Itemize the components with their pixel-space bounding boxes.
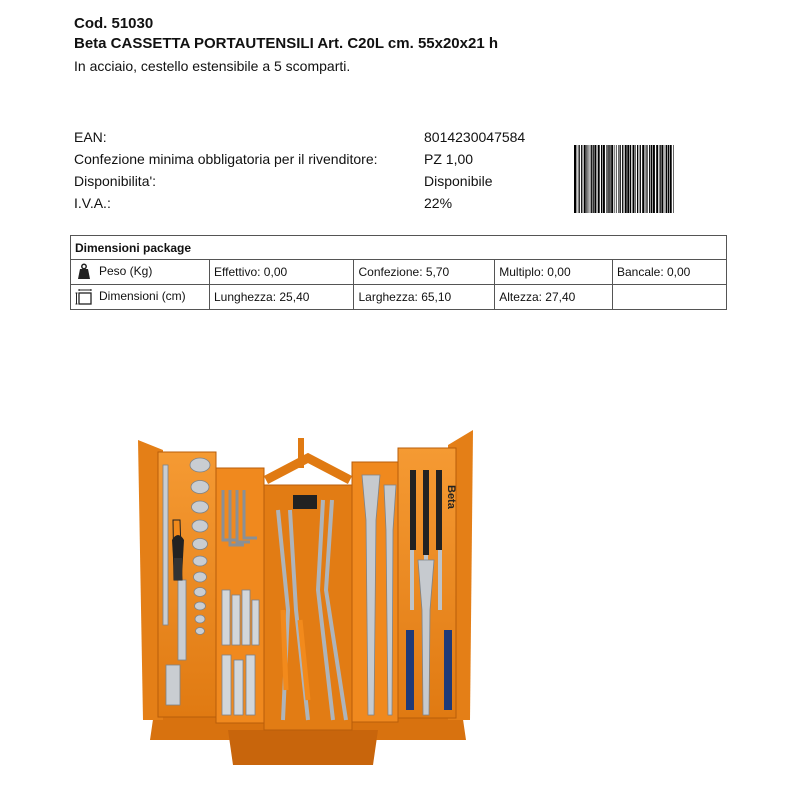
table-cell: Altezza: 27,40 (495, 285, 613, 310)
table-cell: Effettivo: 0,00 (210, 260, 354, 285)
info-label: I.V.A.: (74, 195, 111, 211)
brand-logo: Beta (445, 485, 457, 509)
product-code: Cod. 51030 (74, 15, 154, 32)
product-description: In acciaio, cestello estensibile a 5 scomparti. (74, 58, 351, 74)
product-title: Beta CASSETTA PORTAUTENSILI Art. C20L cm. 55x20x21 h (74, 35, 499, 52)
package-dimensions-table (70, 235, 727, 310)
info-value: PZ 1,00 (424, 151, 474, 167)
table-header-row (71, 236, 727, 260)
weight-icon (75, 263, 93, 281)
product-photo (118, 430, 498, 770)
table-row-dimensions (71, 285, 727, 310)
dimensions-icon (75, 288, 93, 306)
table-cell: Bancale: 0,00 (612, 260, 726, 285)
table-cell: Larghezza: 65,10 (354, 285, 495, 310)
info-label: EAN: (74, 129, 107, 145)
info-label: Confezione minima obbligatoria per il rivenditore: (74, 151, 378, 167)
product-header (74, 14, 498, 76)
table-cell: Multiplo: 0,00 (495, 260, 613, 285)
table-heading: Dimensioni package (71, 236, 727, 260)
dimensions-label: Dimensioni (cm) (99, 289, 186, 304)
barcode-icon (574, 145, 674, 213)
info-value: Disponibile (424, 173, 493, 189)
table-cell (612, 285, 726, 310)
weight-label: Peso (Kg) (99, 264, 153, 279)
info-label: Disponibilita': (74, 173, 157, 189)
table-cell: Lunghezza: 25,40 (210, 285, 354, 310)
table-cell-label (71, 285, 210, 310)
table-cell-label (71, 260, 210, 285)
table-cell: Confezione: 5,70 (354, 260, 495, 285)
info-value: 8014230047584 (424, 129, 526, 145)
table-row-weight (71, 260, 727, 285)
info-value: 22% (424, 195, 453, 211)
